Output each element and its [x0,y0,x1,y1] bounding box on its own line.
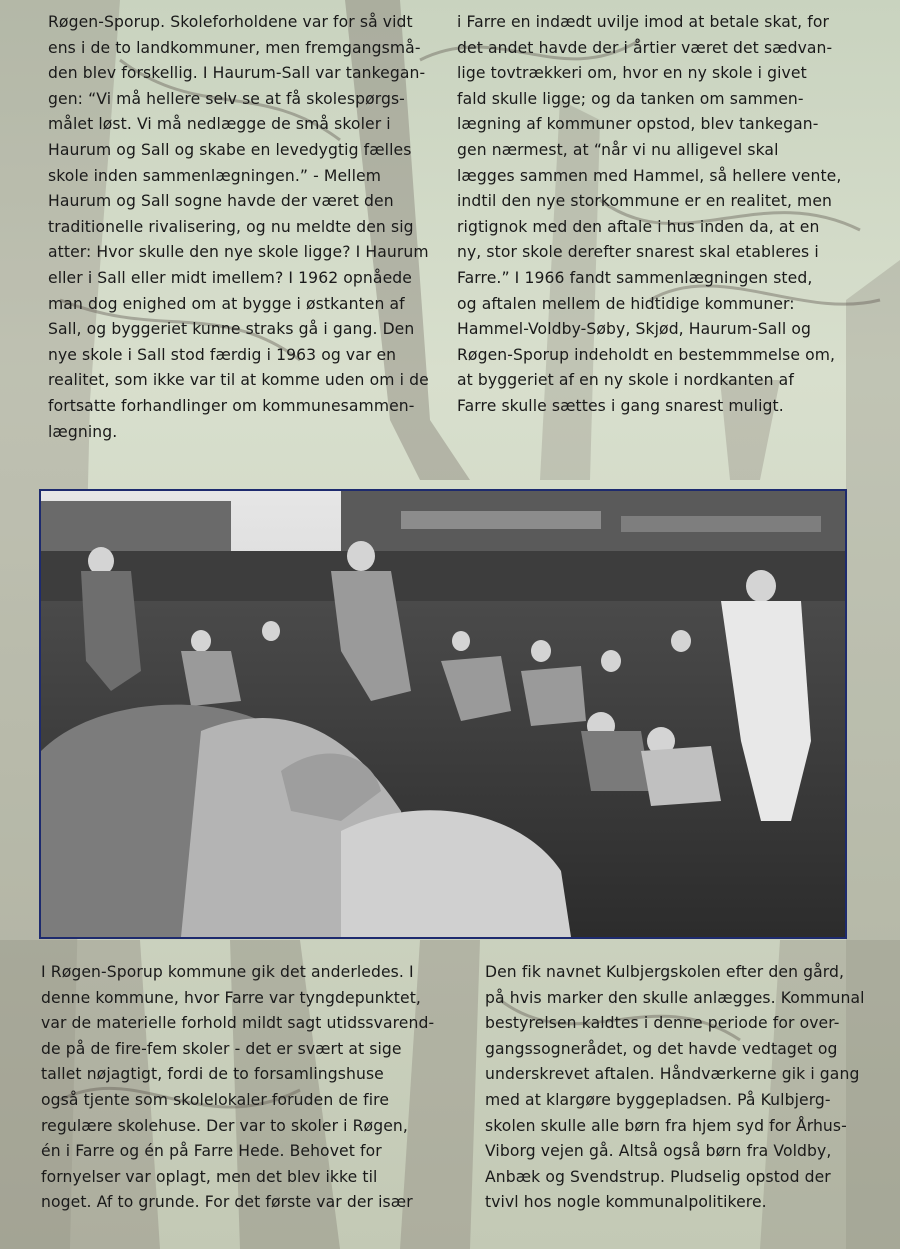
text-line: de på de fire-fem skoler - det er svært at sige [41,1039,402,1058]
text-line: traditionelle rivalisering, og nu meldte den sig [48,217,414,236]
text-line: var de materielle forhold mildt sagt utidssvarend- [41,1014,435,1033]
text-line: atter: Hvor skulle den nye skole ligge? I Haurum [48,243,429,262]
text-line: skolen skulle alle børn fra hjem syd for Århus- [485,1116,847,1135]
text-line: Haurum og Sall sogne havde der været den [48,192,394,211]
text-line: Sall, og byggeriet kunne straks gå i gang. Den [48,320,415,339]
text-line: at byggeriet af en ny skole i nordkanten af [457,371,794,390]
text-line: fald skulle ligge; og da tanken om sammen- [457,89,804,108]
text-line: Den fik navnet Kulbjergskolen efter den gård, [485,963,845,981]
text-line: noget. Af to grunde. For det første var der især [41,1193,413,1212]
text-line: lægning af kommuner opstod, blev tankegan- [457,115,819,134]
text-line: I Røgen-Sporup kommune gik det anderledes. I [41,963,414,981]
text-line: Farre skulle sættes i gang snarest muligt. [457,396,784,415]
text-line: lige tovtrækkeri om, hvor en ny skole i givet [457,64,807,83]
text-line: Røgen-Sporup. Skoleforholdene var for så vidt [48,13,413,31]
text-line: tallet nøjagtigt, fordi de to forsamlingshuse [41,1065,384,1084]
text-line: Røgen-Sporup indeholdt en bestemmmelse om, [457,345,836,364]
text-line: Haurum og Sall og skabe en levedygtig fælles [48,140,412,159]
text-line: indtil den nye storkommune er en realitet, men [457,192,833,211]
text-line: Anbæk og Svendstrup. Pludselig opstod der [485,1167,831,1186]
text-line: man dog enighed om at bygge i østkanten af [48,294,405,313]
text-line: én i Farre og én på Farre Hede. Behovet for [41,1142,382,1161]
photo-children-gym-class [39,489,847,939]
text-line: gangssognerådet, og det havde vedtaget og [485,1039,838,1058]
text-line: lægges sammen med Hammel, så hellere vente, [457,166,842,185]
text-line: målet løst. Vi må nedlægge de små skoler i [48,115,391,134]
text-line: også tjente som skolelokaler foruden de fire [41,1090,390,1109]
text-line: med at klargøre byggepladsen. På Kulbjerg- [485,1090,831,1109]
text-column-bottom-left [41,960,451,1216]
text-line: ens i de to landkommuner, men fremgangsmå- [48,38,421,57]
text-line: gen: “Vi må hellere selv se at få skolespørgs- [48,89,405,108]
text-line: rigtignok med den aftale i hus inden da, at en [457,217,820,236]
text-line: skole inden sammenlægningen.” - Mellem [48,166,381,185]
text-line: gen nærmest, at “når vi nu alligevel skal [457,140,779,159]
text-line: ny, stor skole derefter snarest skal etableres i [457,243,819,262]
text-line: lægning. [48,422,118,441]
text-line: bestyrelsen kaldtes i denne periode for over- [485,1014,840,1033]
text-line: underskrevet aftalen. Håndværkerne gik i gang [485,1065,860,1084]
text-line: fortsatte forhandlinger om kommunesammen- [48,396,415,415]
text-line: det andet havde der i årtier været det sædvan- [457,38,833,57]
text-line: og aftalen mellem de hidtidige kommuner: [457,294,795,313]
text-line: eller i Sall eller midt imellem? I 1962 opnåede [48,268,412,287]
text-line: Viborg vejen gå. Altså også børn fra Voldby, [485,1142,832,1161]
text-line: tvivl hos nogle kommunalpolitikere. [485,1193,767,1212]
text-column-top-right [457,10,867,420]
text-line: denne kommune, hvor Farre var tyngdepunktet, [41,988,421,1007]
text-line: nye skole i Sall stod færdig i 1963 og var en [48,345,397,364]
text-line: Farre.” I 1966 fandt sammenlægningen sted, [457,268,813,287]
text-line: fornyelser var oplagt, men det blev ikke til [41,1167,378,1186]
text-line: regulære skolehuse. Der var to skoler i Røgen, [41,1116,408,1135]
text-column-top-left [48,10,428,445]
text-line: realitet, som ikke var til at komme uden om i de [48,371,429,390]
text-line: i Farre en indædt uvilje imod at betale skat, for [457,13,830,31]
text-line: Hammel-Voldby-Søby, Skjød, Haurum-Sall og [457,320,811,339]
text-line: på hvis marker den skulle anlægges. Kommunal [485,988,865,1007]
text-line: den blev forskellig. I Haurum-Sall var tankegan- [48,64,426,83]
text-column-bottom-right [485,960,865,1216]
